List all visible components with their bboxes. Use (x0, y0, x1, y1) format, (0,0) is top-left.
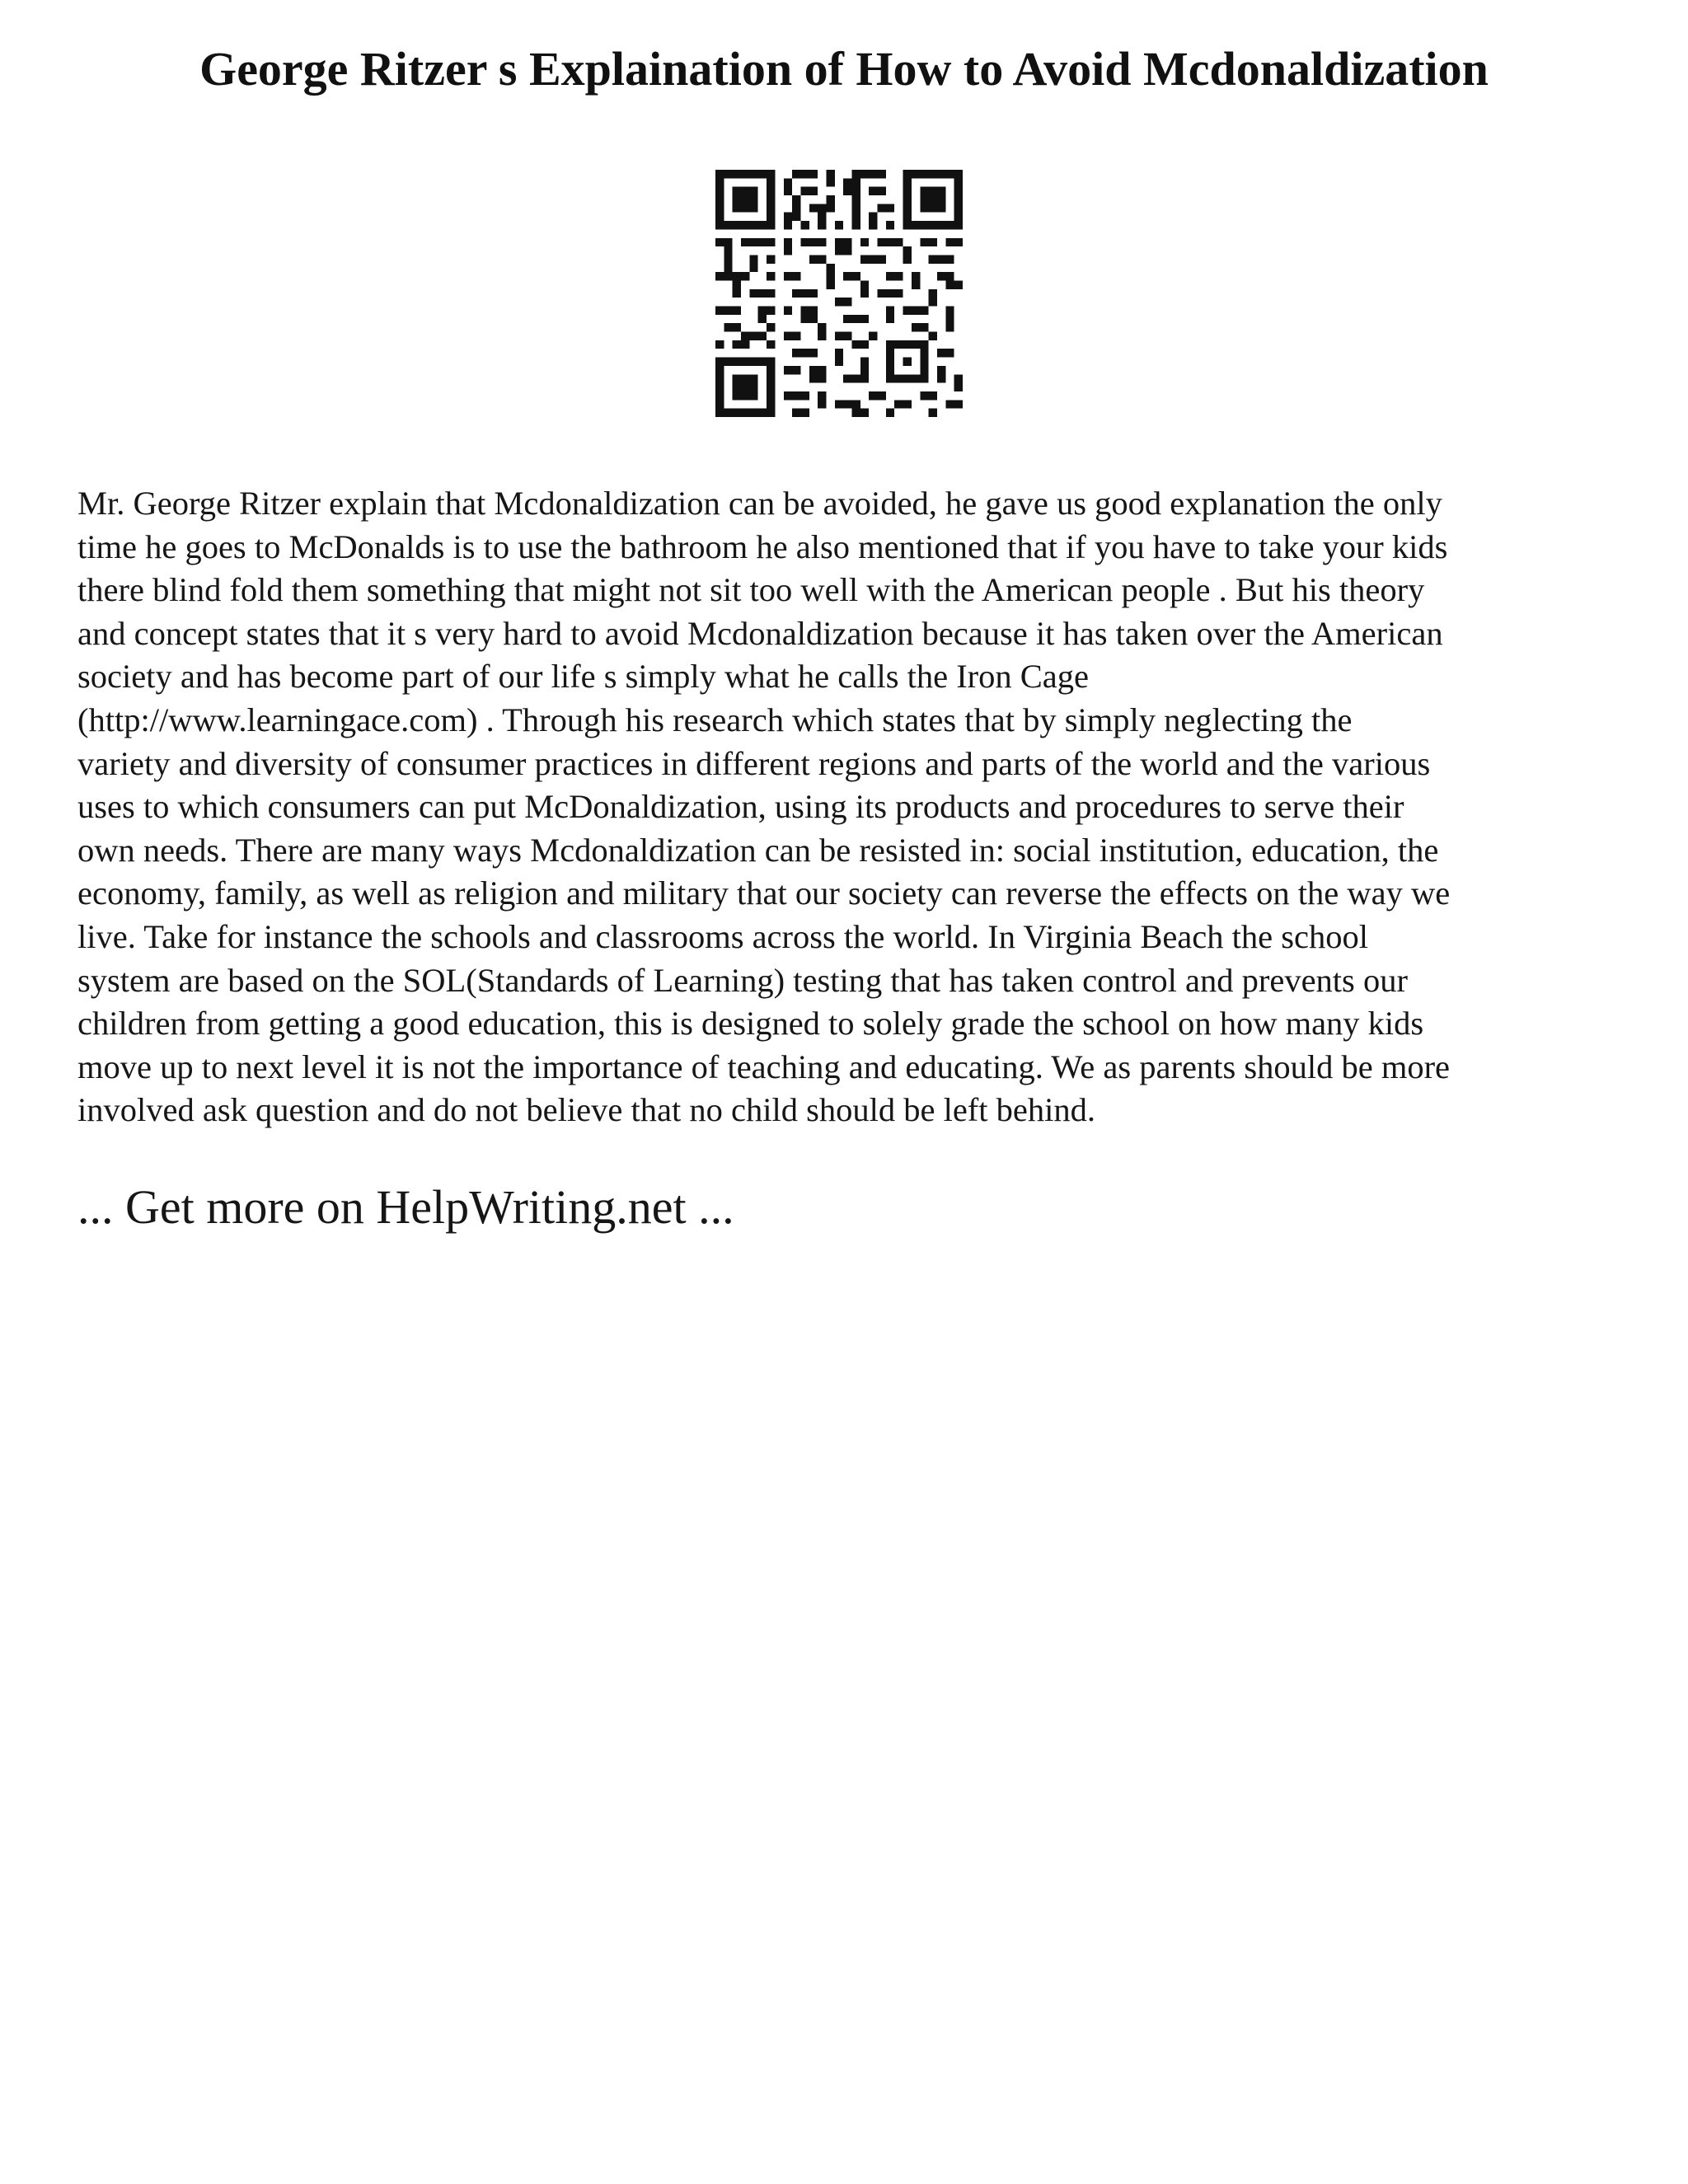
body-line: time he goes to McDonalds is to use the bathroom he also mentioned that if you have to take your kids (77, 527, 1448, 565)
body-line: children from getting a good education, this is designed to solely grade the school on how many kids (77, 1005, 1424, 1043)
body-line: uses to which consumers can put McDonaldization, using its products and procedures to serve their (77, 788, 1404, 826)
qr-code-icon (715, 170, 963, 417)
body-line: Mr. George Ritzer explain that Mcdonaldization can be avoided, he gave us good explanation the only (77, 485, 1442, 522)
page-title: George Ritzer s Explaination of How to Avoid Mcdonaldization (199, 42, 1489, 96)
body-line: economy, family, as well as religion and military that our society can reverse the effects on the way we (77, 874, 1451, 912)
body-line: there blind fold them something that might not sit too well with the American people . But his theory (77, 571, 1425, 609)
get-more-link[interactable]: ... Get more on HelpWriting.net ... (77, 1180, 734, 1234)
body-line: own needs. There are many ways Mcdonaldization can be resisted in: social institution, education, the (77, 831, 1439, 869)
body-line: live. Take for instance the schools and classrooms across the world. In Virginia Beach the school (77, 917, 1368, 955)
body-line: system are based on the SOL(Standards of Learning) testing that has taken control and prevents our (77, 961, 1408, 999)
body-line: (http://www.learningace.com) . Through his research which states that by simply neglecting the (77, 701, 1353, 738)
body-line: society and has become part of our life s simply what he calls the Iron Cage (77, 658, 1090, 696)
body-line: move up to next level it is not the importance of teaching and educating. We as parents should be more (77, 1047, 1451, 1085)
body-line: and concept states that it s very hard to avoid Mcdonaldization because it has taken over the American (77, 614, 1443, 652)
body-line: variety and diversity of consumer practices in different regions and parts of the world and the various (77, 744, 1431, 782)
essay-body (77, 482, 1627, 1132)
body-line: involved ask question and do not believe that no child should be left behind. (77, 1091, 1096, 1129)
